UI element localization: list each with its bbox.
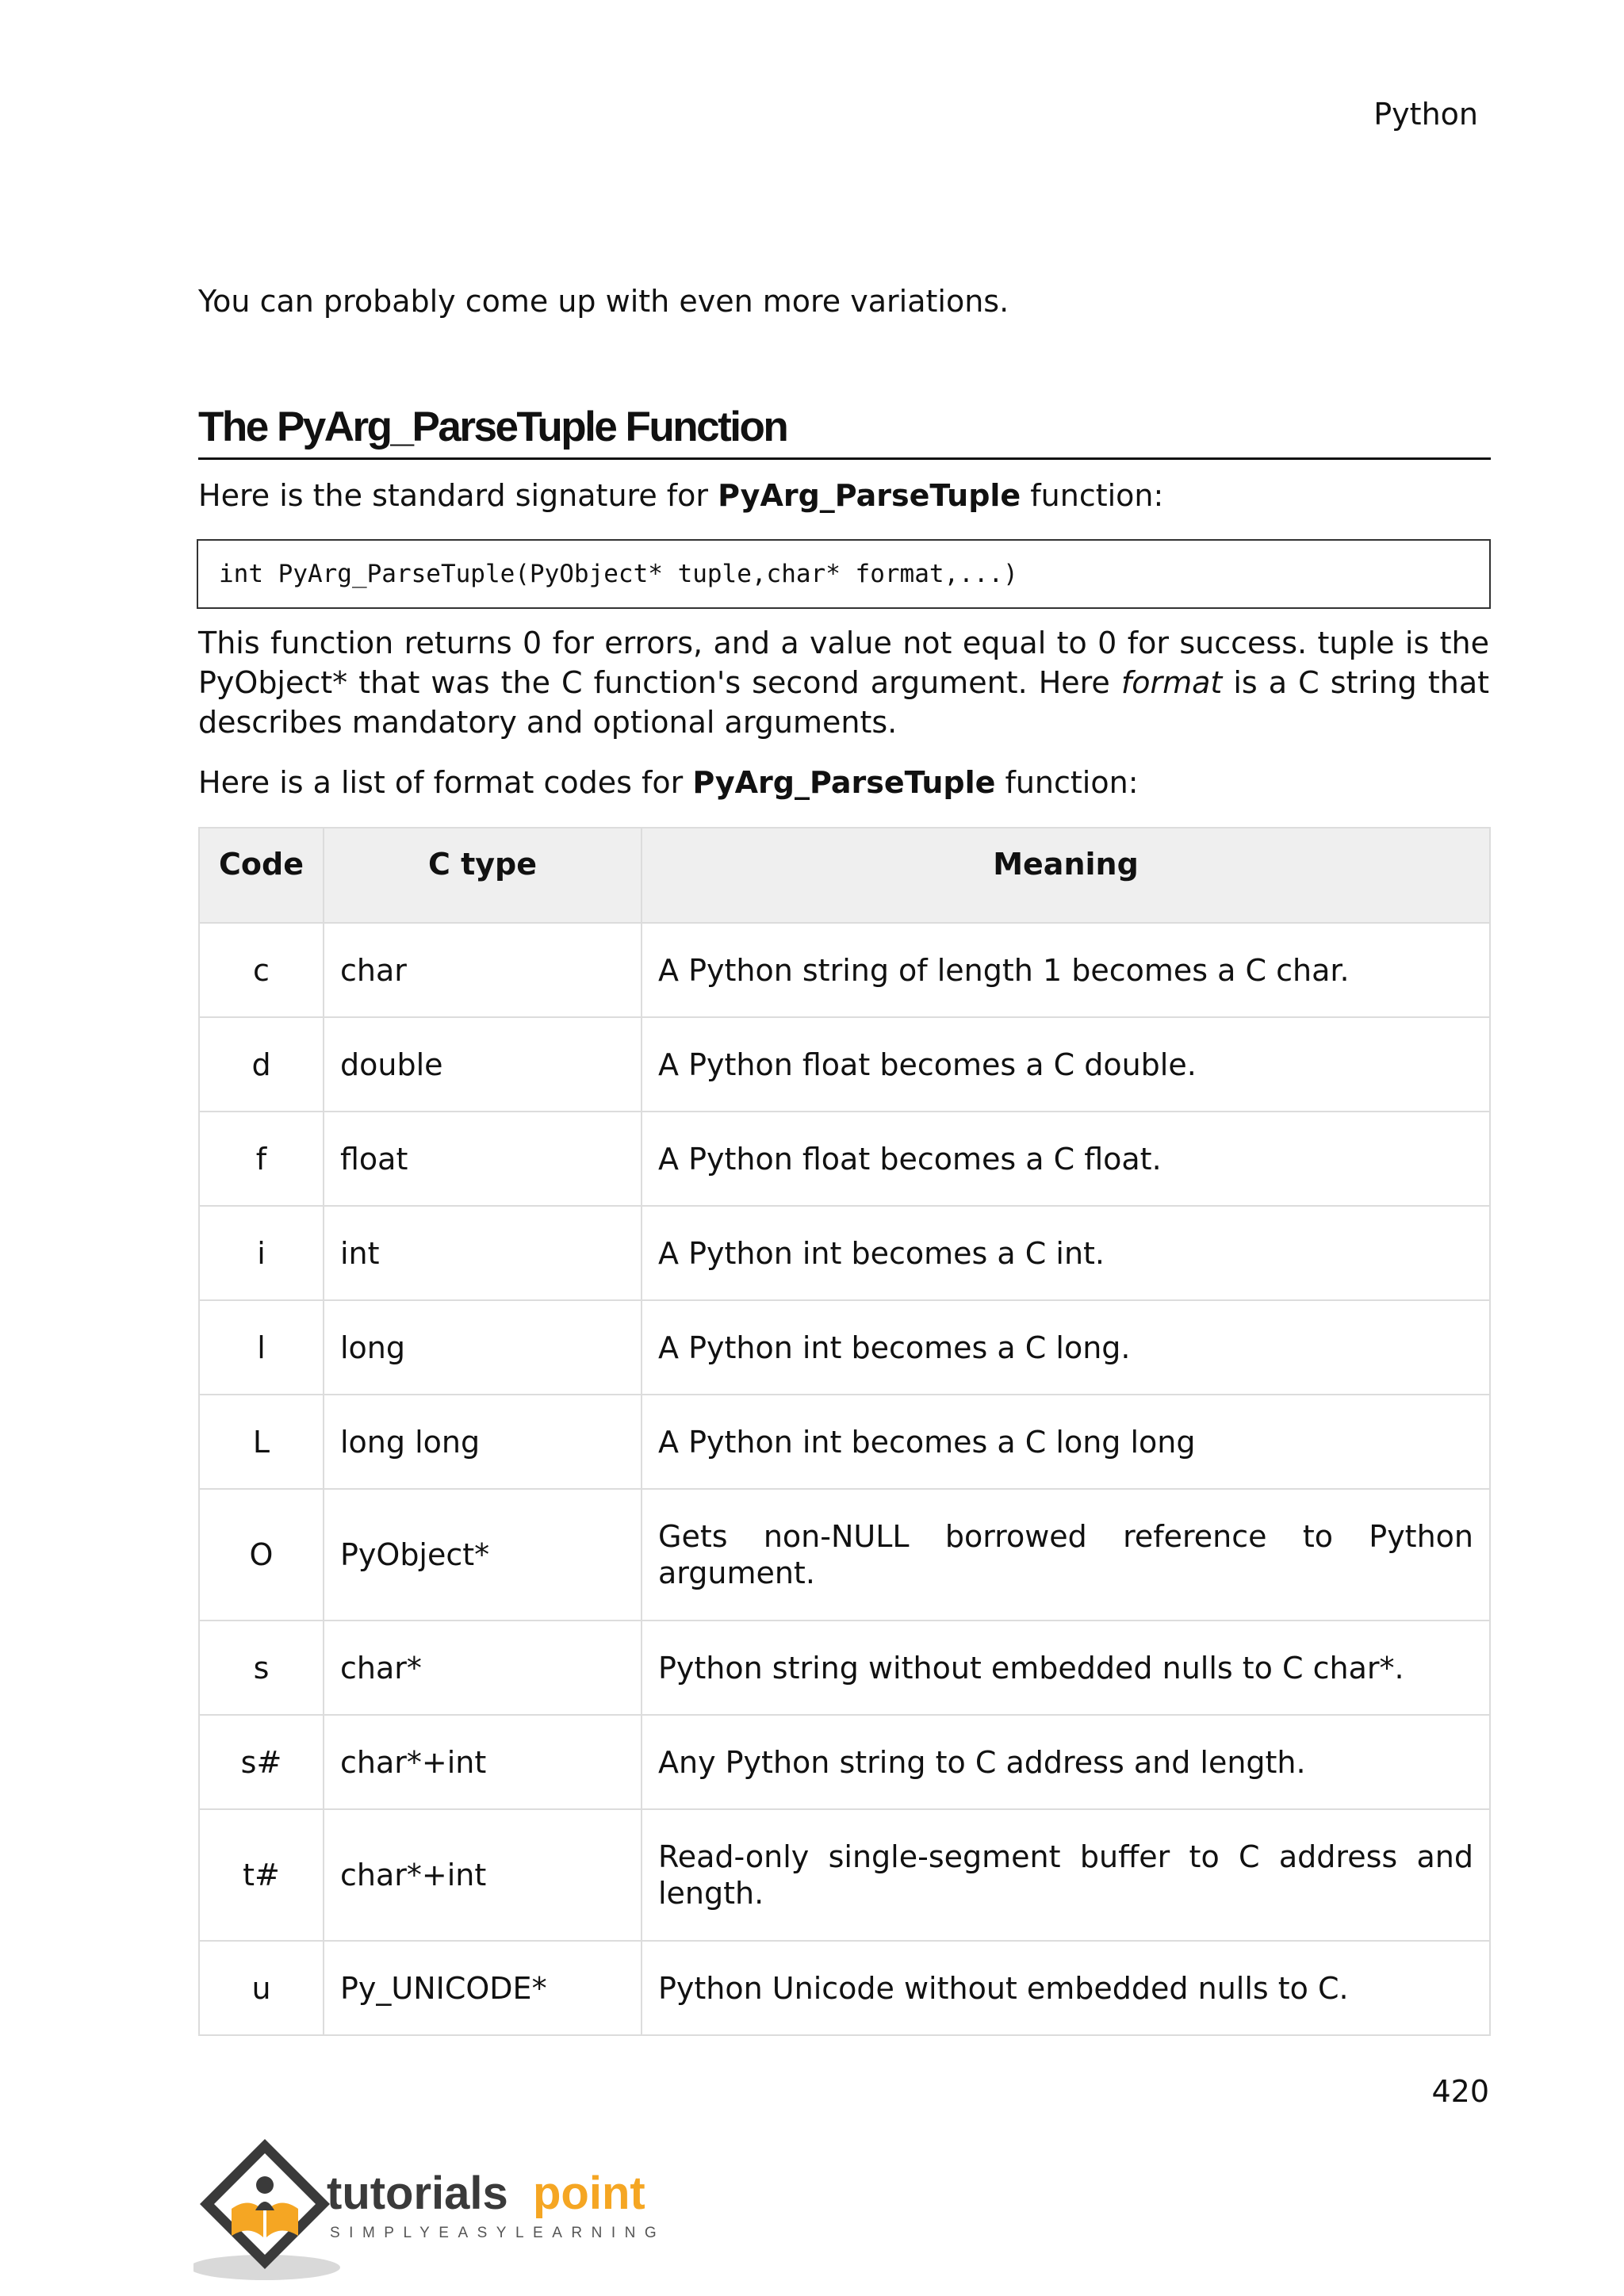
list-paragraph: [198, 763, 1489, 802]
table-row: [199, 1715, 1490, 1809]
cell-code: L: [199, 1395, 324, 1489]
cell-meaning: A Python int becomes a C long long: [642, 1395, 1490, 1489]
cell-ctype: char*+int: [324, 1809, 642, 1941]
cell-code: O: [199, 1489, 324, 1621]
cell-ctype: float: [324, 1112, 642, 1206]
running-header: Python: [1373, 97, 1478, 132]
tutorialspoint-logo: [193, 2133, 693, 2283]
cell-code: l: [199, 1300, 324, 1395]
cell-meaning: A Python float becomes a C double.: [642, 1017, 1490, 1112]
table-row: [199, 1112, 1490, 1206]
signature-text-after: function:: [1021, 478, 1164, 513]
logo-tagline: SIMPLYEASYLEARNING: [330, 2225, 666, 2241]
cell-code: s: [199, 1621, 324, 1715]
cell-code: d: [199, 1017, 324, 1112]
returns-format-term: format: [1120, 665, 1223, 700]
returns-text-before: This function returns 0 for errors, and a value not equal to 0 for success. tuple is the PyObject* that was the C function's second argument. Here: [198, 626, 1489, 700]
code-block: int PyArg_ParseTuple(PyObject* tuple,char* format,...): [197, 539, 1491, 609]
table-row: [199, 1017, 1490, 1112]
cell-ctype: long long: [324, 1395, 642, 1489]
table-row: [199, 1809, 1490, 1941]
cell-code: s#: [199, 1715, 324, 1809]
cell-ctype: long: [324, 1300, 642, 1395]
signature-function-name: PyArg_ParseTuple: [718, 478, 1021, 513]
list-text-after: function:: [995, 765, 1139, 800]
cell-code: i: [199, 1206, 324, 1300]
cell-ctype: Py_UNICODE*: [324, 1941, 642, 2035]
header-ctype: C type: [324, 828, 642, 923]
cell-ctype: PyObject*: [324, 1489, 642, 1621]
cell-meaning: A Python string of length 1 becomes a C char.: [642, 923, 1490, 1017]
table-row: [199, 1395, 1490, 1489]
returns-text-after: is a C string that describes mandatory and optional arguments.: [198, 665, 1490, 740]
header-meaning: Meaning: [642, 828, 1490, 923]
cell-meaning: A Python float becomes a C float.: [642, 1112, 1490, 1206]
format-codes-table: [198, 827, 1491, 2036]
cell-code: c: [199, 923, 324, 1017]
cell-meaning: Any Python string to C address and length.: [642, 1715, 1490, 1809]
cell-meaning: Gets non-NULL borrowed reference to Python argument.: [642, 1489, 1490, 1621]
cell-meaning: Python string without embedded nulls to C char*.: [642, 1621, 1490, 1715]
cell-meaning: A Python int becomes a C int.: [642, 1206, 1490, 1300]
table-row: [199, 1941, 1490, 2035]
cell-ctype: char*+int: [324, 1715, 642, 1809]
table-row: [199, 1206, 1490, 1300]
cell-code: f: [199, 1112, 324, 1206]
cell-meaning: A Python int becomes a C long.: [642, 1300, 1490, 1395]
table-row: [199, 1489, 1490, 1621]
logo-word-tutorials: tutorials: [327, 2168, 508, 2219]
page-number: 420: [1431, 2074, 1489, 2109]
table-row: [199, 1300, 1490, 1395]
intro-text: You can probably come up with even more variations.: [198, 284, 1009, 319]
logo-person-head-icon: [256, 2176, 274, 2194]
list-function-name: PyArg_ParseTuple: [692, 765, 996, 800]
table-header-row: [199, 828, 1490, 923]
logo-word-point: point: [533, 2168, 645, 2219]
signature-text-before: Here is the standard signature for: [198, 478, 718, 513]
returns-paragraph: [198, 623, 1489, 742]
cell-code: t#: [199, 1809, 324, 1941]
signature-paragraph: [198, 476, 1489, 515]
cell-ctype: int: [324, 1206, 642, 1300]
cell-meaning: Python Unicode without embedded nulls to C.: [642, 1941, 1490, 2035]
section-title: The PyArg_ParseTuple Function: [198, 403, 1491, 460]
cell-ctype: double: [324, 1017, 642, 1112]
cell-code: u: [199, 1941, 324, 2035]
header-code: Code: [199, 828, 324, 923]
cell-ctype: char: [324, 923, 642, 1017]
cell-meaning: Read-only single-segment buffer to C address and length.: [642, 1809, 1490, 1941]
table-row: [199, 923, 1490, 1017]
list-text-before: Here is a list of format codes for: [198, 765, 693, 800]
cell-ctype: char*: [324, 1621, 642, 1715]
table-row: [199, 1621, 1490, 1715]
